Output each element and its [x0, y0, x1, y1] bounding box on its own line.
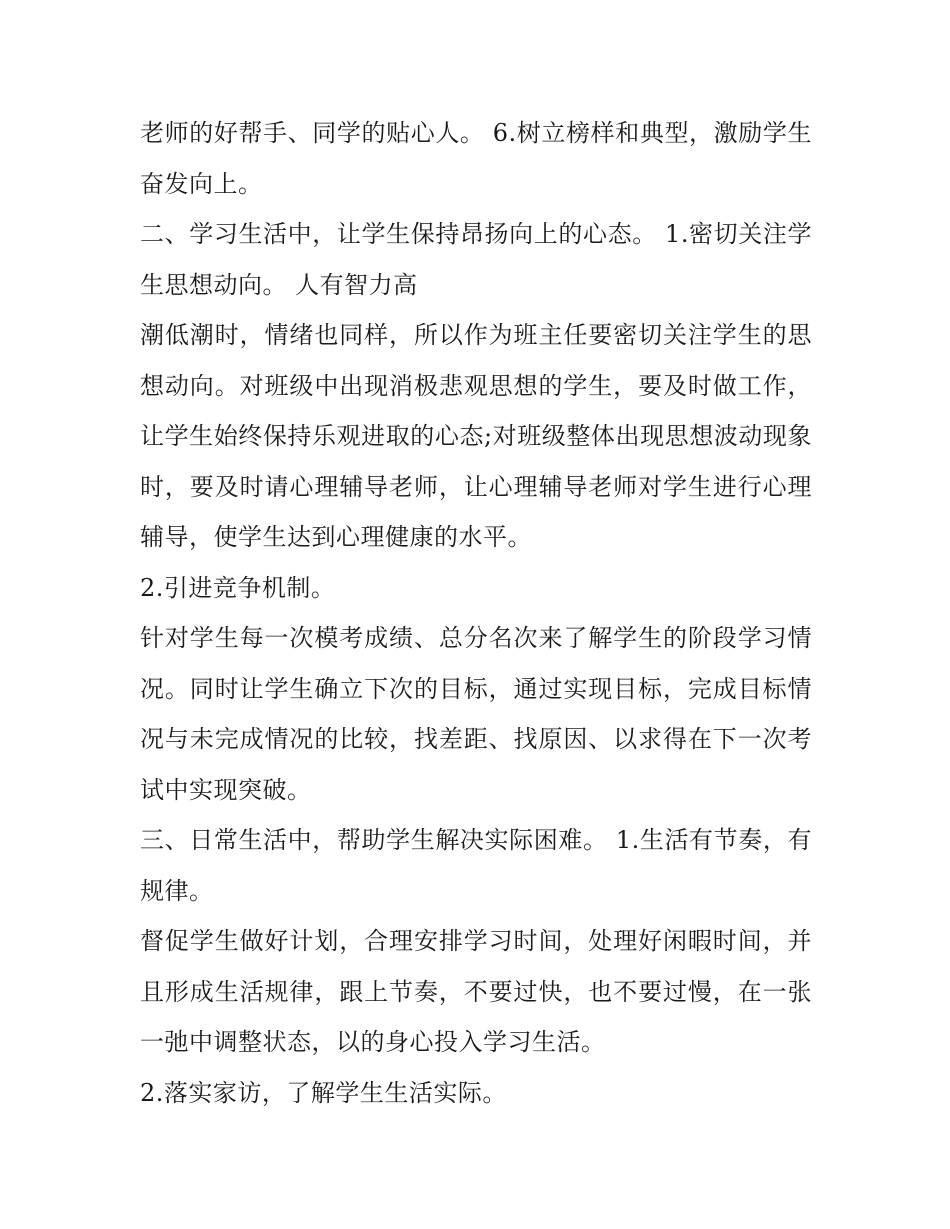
paragraph-5: 针对学生每一次模考成绩、总分名次来了解学生的阶段学习情况。同时让学生确立下次的目标，通过实现目标，完成目标情况与未完成情况的比较，找差距、找原因、以求得在下一次考试中实现突破。	[140, 624, 812, 804]
paragraph-8: 2.落实家访，了解学生生活实际。	[140, 1078, 507, 1107]
paragraph-4: 2.引进竞争机制。	[140, 573, 336, 602]
paragraph-6: 三、日常生活中，帮助学生解决实际困难。 1.生活有节奏，有规律。	[140, 826, 812, 905]
paragraph-3: 潮低潮时，情绪也同样，所以作为班主任要密切关注学生的思想动向。对班级中出现消极悲观思想的学生，要及时做工作，让学生始终保持乐观进取的心态;对班级整体出现思想波动现象时，要及时请心理辅导老师，让心理辅导老师对学生进行心理辅导，使学生达到心理健康的水平。	[140, 321, 812, 551]
paragraph-7: 督促学生做好计划，合理安排学习时间，处理好闲暇时间，并且形成生活规律，跟上节奏，不要过快，也不要过慢，在一张一弛中调整状态，以的身心投入学习生活。	[140, 927, 812, 1056]
paragraph-2: 二、学习生活中，让学生保持昂扬向上的心态。 1.密切关注学生思想动向。 人有智力高	[140, 220, 812, 299]
document-body	[140, 108, 812, 1118]
paragraph-1: 老师的好帮手、同学的贴心人。 6.树立榜样和典型，激励学生奋发向上。	[140, 119, 812, 198]
